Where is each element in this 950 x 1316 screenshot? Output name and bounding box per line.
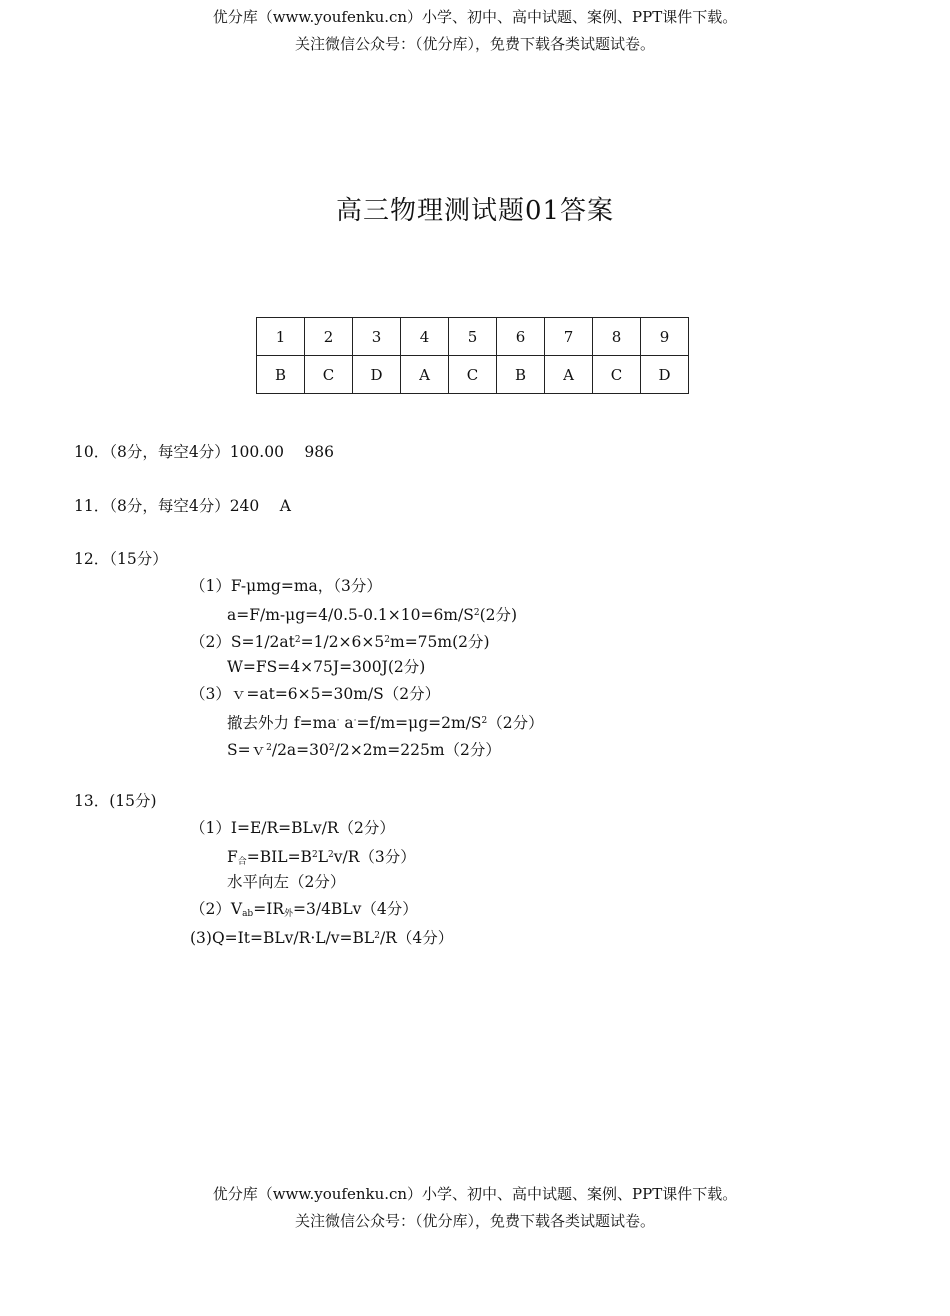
answer-q12-line-3	[190, 629, 490, 653]
table-cell: 8	[593, 318, 641, 356]
answer-table-answer-row	[257, 356, 689, 394]
text-span: =BIL=B	[246, 848, 312, 866]
table-cell: 2	[305, 318, 353, 356]
text-span: F	[227, 848, 238, 866]
table-cell: D	[353, 356, 401, 394]
text-span: (2分)	[479, 606, 518, 624]
table-cell: 5	[449, 318, 497, 356]
table-cell: C	[305, 356, 353, 394]
answer-q13-line-1: （1）I=E/R=BLv/R（2分）	[190, 819, 395, 837]
subscript: 外	[283, 909, 293, 919]
table-cell: B	[257, 356, 305, 394]
text-span: S=ｖ	[227, 741, 267, 759]
superscript: 2	[384, 635, 390, 645]
superscript: 2	[473, 608, 480, 618]
text-span: （2）V	[190, 900, 243, 918]
text-span: a=F/m-μg=4/0.5-0.1×10=6m/S	[227, 606, 474, 624]
subscript: ab	[242, 909, 254, 919]
text-span: （2）S=1/2at	[190, 633, 295, 651]
header-line-2: 关注微信公众号：（优分库），免费下载各类试题试卷。	[294, 35, 655, 53]
text-span: （2分）	[487, 714, 544, 732]
table-cell: B	[497, 356, 545, 394]
text-span: a	[339, 714, 354, 732]
table-cell: C	[449, 356, 497, 394]
text-span: /2a=30	[271, 741, 329, 759]
text-span: v/R（3分）	[333, 848, 416, 866]
footer-line-1: 优分库（www.youfenku.cn）小学、初中、高中试题、案例、PPT课件下载。	[212, 1185, 738, 1203]
superscript: 2	[311, 850, 318, 860]
answer-q13-line-2	[227, 844, 416, 873]
answer-q12-line-2	[227, 602, 517, 626]
text-span: /R（4分）	[379, 929, 454, 947]
page-title: 高三物理测试题01答案	[335, 196, 615, 226]
text-span: 撤去外力 f=ma	[227, 714, 337, 732]
superscript: 2	[266, 743, 272, 753]
answer-q12-line-4: W=FS=4×75J=300J(2分)	[227, 658, 426, 676]
text-span: =f/m=μg=2m/S	[356, 714, 482, 732]
text-span: =IR	[253, 900, 284, 918]
answer-q13-heading: 13．(15分)	[74, 792, 157, 810]
superscript: 2	[374, 931, 380, 941]
table-cell: 7	[545, 318, 593, 356]
answer-q11: 11．（8分，每空4分）240 A	[74, 497, 291, 515]
text-span: L	[317, 848, 328, 866]
table-cell: C	[593, 356, 641, 394]
answer-q12-line-5: （3）ｖ=at=6×5=30m/S（2分）	[190, 685, 441, 703]
table-cell: 6	[497, 318, 545, 356]
text-span: /2×2m=225m（2分）	[334, 741, 501, 759]
superscript: 2	[328, 743, 335, 753]
text-span: =1/2×6×5	[300, 633, 385, 651]
superscript: 2	[481, 716, 488, 726]
table-cell: 9	[641, 318, 689, 356]
answer-q12-line-6	[227, 710, 544, 734]
subscript: 合	[237, 857, 247, 867]
header-line-1: 优分库（www.youfenku.cn）小学、初中、高中试题、案例、PPT课件下载。	[212, 8, 738, 26]
table-cell: 3	[353, 318, 401, 356]
superscript: ·	[353, 716, 357, 726]
table-cell: A	[545, 356, 593, 394]
text-span: m=75m(2分)	[390, 633, 490, 651]
table-cell: A	[401, 356, 449, 394]
answer-table-number-row	[257, 318, 689, 356]
text-span: =3/4BLv（4分）	[293, 900, 418, 918]
answer-table	[256, 317, 689, 394]
answer-q10: 10．（8分，每空4分）100.00 986	[74, 443, 334, 461]
text-span: (3)Q=It=BLv/R·L/v=BL	[190, 929, 375, 947]
table-cell: D	[641, 356, 689, 394]
table-cell: 4	[401, 318, 449, 356]
table-cell: 1	[257, 318, 305, 356]
answer-q12-line-7	[227, 737, 501, 761]
superscript: 2	[327, 850, 334, 860]
superscript: 2	[294, 635, 301, 645]
answer-q13-line-5	[190, 925, 453, 949]
footer-line-2: 关注微信公众号：（优分库），免费下载各类试题试卷。	[294, 1212, 655, 1230]
answer-q13-line-3: 水平向左（2分）	[227, 873, 346, 891]
answer-q13-line-4	[190, 898, 418, 925]
answer-q12-line-1: （1）F-μmg=ma，（3分）	[190, 577, 382, 595]
answer-q12-heading: 12．（15分）	[74, 550, 168, 568]
superscript: ·	[336, 716, 340, 726]
